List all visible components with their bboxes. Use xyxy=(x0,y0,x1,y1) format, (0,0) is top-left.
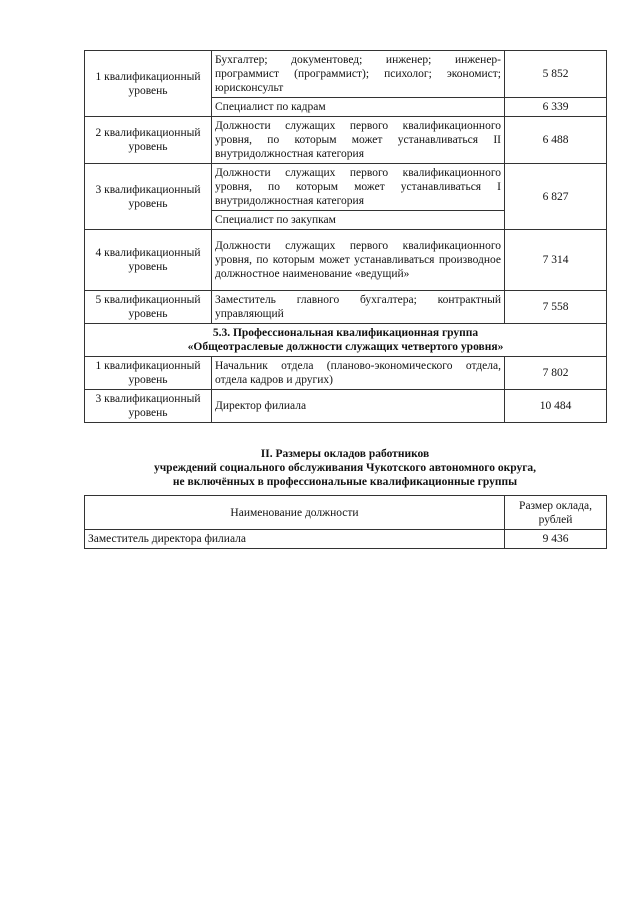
salary-value: 6 827 xyxy=(505,164,607,230)
group-title-line: «Общеотраслевые должности служащих четвертого уровня» xyxy=(187,341,504,353)
qualification-group-title xyxy=(85,324,607,357)
salary-value: 5 852 xyxy=(505,51,607,98)
qualification-level: 1 квалификационный уровень xyxy=(85,51,212,117)
position-name: Должности служащих первого квалификационного уровня, по которым может устанавливаться II внутридолжностная категория xyxy=(212,117,505,164)
qualification-level: 2 квалификационный уровень xyxy=(85,117,212,164)
table-row xyxy=(85,230,607,291)
position-name: Директор филиала xyxy=(212,390,505,423)
qualification-level: 5 квалификационный уровень xyxy=(85,291,212,324)
salary-table-other-positions xyxy=(84,495,607,549)
column-header-salary: Размер оклада, рублей xyxy=(505,496,607,530)
position-name: Специалист по закупкам xyxy=(212,211,505,230)
position-name: Должности служащих первого квалификационного уровня, по которым может устанавливаться I внутридолжностная категория xyxy=(212,164,505,211)
qualification-level: 3 квалификационный уровень xyxy=(85,390,212,423)
table-row xyxy=(85,530,607,549)
qualification-level: 3 квалификационный уровень xyxy=(85,164,212,230)
position-name: Должности служащих первого квалификационного уровня, по которым может устанавливаться производное должностное наименование «ведущий» xyxy=(212,230,505,291)
salary-value: 6 488 xyxy=(505,117,607,164)
table-row xyxy=(85,390,607,423)
position-name: Заместитель главного бухгалтера; контрактный управляющий xyxy=(212,291,505,324)
position-name: Заместитель директора филиала xyxy=(85,530,505,549)
section-title-line: учреждений социального обслуживания Чукотского автономного округа, xyxy=(153,462,537,474)
salary-table-general-positions xyxy=(84,50,607,423)
salary-value: 10 484 xyxy=(505,390,607,423)
table-row xyxy=(85,291,607,324)
table-header-row xyxy=(85,496,607,530)
section-title-line: II. Размеры окладов работников xyxy=(260,448,430,460)
position-name: Бухгалтер; документовед; инженер; инженер-программист (программист); психолог; экономист; юрисконсульт xyxy=(212,51,505,98)
section-title xyxy=(84,447,606,489)
salary-value: 9 436 xyxy=(505,530,607,549)
position-name: Специалист по кадрам xyxy=(212,98,505,117)
group-header-row xyxy=(85,324,607,357)
salary-value: 7 558 xyxy=(505,291,607,324)
table-row xyxy=(85,164,607,211)
table-row xyxy=(85,357,607,390)
section-title-line: не включённых в профессиональные квалификационные группы xyxy=(172,476,518,488)
table-row xyxy=(85,51,607,98)
table-row xyxy=(85,117,607,164)
group-title-line: 5.3. Профессиональная квалификационная группа xyxy=(212,327,479,339)
qualification-level: 1 квалификационный уровень xyxy=(85,357,212,390)
salary-value: 6 339 xyxy=(505,98,607,117)
salary-value: 7 802 xyxy=(505,357,607,390)
salary-value: 7 314 xyxy=(505,230,607,291)
column-header-position: Наименование должности xyxy=(85,496,505,530)
position-name: Начальник отдела (планово-экономического отдела, отдела кадров и других) xyxy=(212,357,505,390)
qualification-level: 4 квалификационный уровень xyxy=(85,230,212,291)
